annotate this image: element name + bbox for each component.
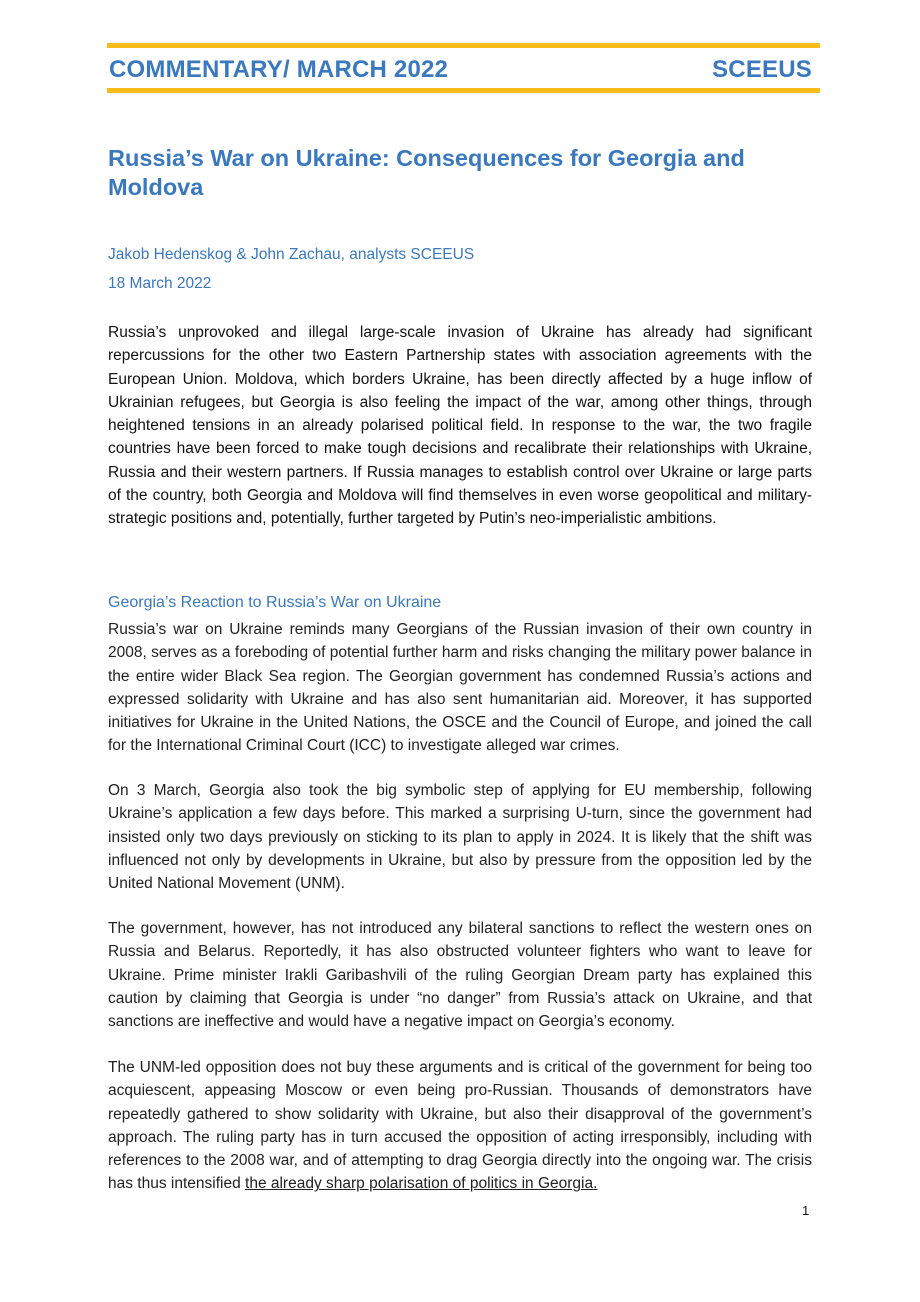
- author-line: Jakob Hedenskog & John Zachau, analysts SCEEUS: [108, 246, 475, 263]
- polarisation-link[interactable]: the already sharp polarisation of politics in Georgia.: [245, 1175, 598, 1193]
- header-band: [107, 43, 820, 93]
- section-heading: Georgia’s Reaction to Russia’s War on Ukraine: [108, 594, 442, 611]
- page-title: Russia’s War on Ukraine: Consequences for Georgia and Moldova: [108, 145, 745, 200]
- body-paragraph-4-text: The UNM-led opposition does not buy these arguments and is critical of the government for being too acquiescent, appeasing Moscow or even being pro-Russian. Thousands of demonstrators have repeatedly gathered to show solidarity with Ukraine, but also their disapproval of the government’s approach. The ruling party has in turn accused the opposition of acting irresponsibly, including with references to the 2008 war, and of attempting to drag Georgia directly into the ongoing war. The crisis has thus intensified: [108, 1059, 812, 1193]
- page-number: 1: [802, 1203, 810, 1218]
- abstract-paragraph: Russia’s unprovoked and illegal large-scale invasion of Ukraine has already had significant repercussions for the other two Eastern Partnership states with association agreements with the European Union. Moldova, which borders Ukraine, has been directly affected by a huge inflow of Ukrainian refugees, but Georgia is also feeling the impact of the war, among other things, through heightened tensions in an already polarised political field. In response to the war, the two fragile countries have been forced to make tough decisions and recalibrate their relationships with Ukraine, Russia and their western partners. If Russia manages to establish control over Ukraine or large parts of the country, both Georgia and Moldova will find themselves in even worse geopolitical and military-strategic positions and, potentially, further targeted by Putin’s neo-imperialistic ambitions.: [108, 324, 812, 528]
- body-paragraph-4: [108, 1056, 812, 1196]
- header-series-label: COMMENTARY/ MARCH 2022: [109, 56, 449, 83]
- body-paragraph-3: The government, however, has not introduced any bilateral sanctions to reflect the western ones on Russia and Belarus. Reportedly, it has also obstructed volunteer fighters who want to leave for Ukraine. Prime minister Irakli Garibashvili of the ruling Georgian Dream party has explained this caution by claiming that Georgia is under “no danger” from Russia’s attack on Ukraine, and that sanctions are ineffective and would have a negative impact on Georgia’s economy.: [108, 920, 812, 1031]
- body-paragraph-1: Russia’s war on Ukraine reminds many Georgians of the Russian invasion of their own country in 2008, serves as a foreboding of potential further harm and risks changing the military power balance in the entire wider Black Sea region. The Georgian government has condemned Russia’s actions and expressed solidarity with Ukraine and has also sent humanitarian aid. Moreover, it has supported initiatives for Ukraine in the United Nations, the OSCE and the Council of Europe, and joined the call for the International Criminal Court (ICC) to investigate alleged war crimes.: [108, 621, 812, 755]
- header-brand-label: SCEEUS: [712, 56, 812, 83]
- body-paragraph-2: On 3 March, Georgia also took the big symbolic step of applying for EU membership, following Ukraine’s application a few days before. This marked a surprising U-turn, since the government had insisted only two days previously on sticking to its plan to apply in 2024. It is likely that the shift was influenced not only by developments in Ukraine, but also by pressure from the opposition led by the United National Movement (UNM).: [108, 782, 812, 893]
- publication-date: 18 March 2022: [108, 275, 212, 292]
